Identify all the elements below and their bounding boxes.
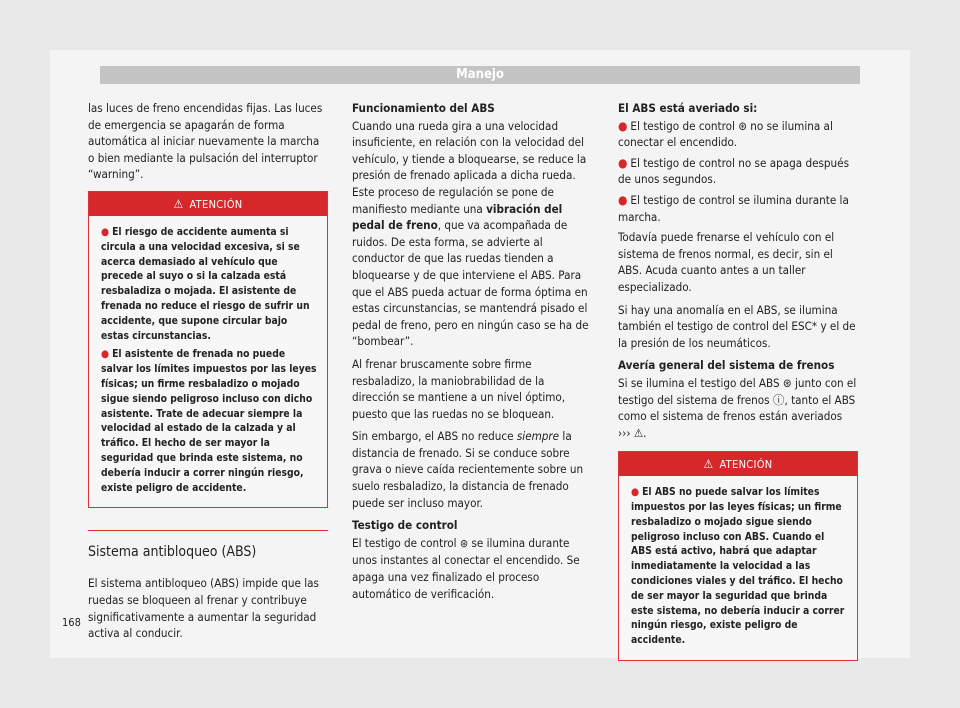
bullet-icon: ● [618,192,628,207]
warning-box [88,191,328,508]
paragraph: Todavía puede frenarse el vehículo con el sistema de frenos normal, es decir, sin el ABS. Acuda cuanto antes a un taller especializado. [618,230,835,294]
intro-paragraph: las luces de freno encendidas fijas. Las luces de emergencia se apagarán de forma automática al iniciar nuevamente la marcha o bien mediante la pulsación del interruptor “warning”. [88,101,323,182]
column-3 [618,100,858,661]
subheading: Funcionamiento del ABS [352,101,495,115]
paragraph: Si se ilumina el testigo del ABS ⊛ junto con el testigo del sistema de frenos ⓘ, tanto el ABS como el sistema de frenos están averiados ››› ⚠. [618,375,857,440]
section-title: Sistema antibloqueo (ABS) [88,530,328,561]
warning-body [619,476,857,660]
bullet-icon: ● [631,486,640,499]
page-header: Manejo [100,66,860,84]
bullet-icon: ● [618,118,628,133]
manual-page [50,50,910,658]
warning-header [619,452,857,476]
warning-label: ATENCIÓN [189,197,243,211]
paragraph: Si hay una anomalía en el ABS, se ilumina también el testigo de control del ESC* y el de la presión de los neumáticos. [618,302,856,350]
bullet-icon: ● [618,155,628,170]
page-number: 168 [62,616,81,629]
column-2 [352,100,592,608]
list-item: ● El testigo de control se ilumina durante la marcha. [618,192,849,224]
subheading: Testigo de control [352,518,458,533]
bullet-icon: ● [101,225,110,238]
paragraph: Sin embargo, el ABS no reduce siempre la distancia de frenado. Si se conduce sobre grava o nieve caída recientemente sobre un suelo resbaladizo, la distancia de frenado puede ser incluso mayor. [352,429,584,510]
column-1 [88,100,328,648]
warning-item: ● El riesgo de accidente aumenta si circula a una velocidad excesiva, si se acerca demasiado al vehículo que precede al suyo o si la calzada está resbaladiza o mojada. El asistente de frenada no reduce el riesgo de sufrir un accidente, que supone circular bajo estas circunstancias. [101,225,310,342]
section-paragraph: El sistema antibloqueo (ABS) impide que las ruedas se bloqueen al frenar y contribuye significativamente a aumentar la seguridad activa al conducir. [88,576,319,641]
bullet-icon: ● [101,348,110,361]
warning-triangle-icon: ⚠ [173,196,184,211]
paragraph: Cuando una rueda gira a una velocidad insuficiente, en relación con la velocidad del vehículo, y tiende a bloquearse, se reduce la presión de frenado aplicada a dicha rueda. Este proceso de regulación se pone de manifiesto mediante una vibración del pedal de freno, que va acompañada de ruidos. De esta forma, se advierte al conductor de que las ruedas tienden a bloquearse y de que interviene el ABS. Para que el ABS pueda actuar de forma óptima en estas circunstancias, se mantendrá pisado el pedal de freno, pero en ningún caso se ha de “bombear”. [352,118,589,349]
warning-item: ● El ABS no puede salvar los límites impuestos por las leyes físicas; un firme resbaladizo o mojado sigue siendo peligroso incluso con ABS. Cuando el ABS está activo, habrá que adaptar inmediatamente la velocidad a las condiciones viales y del tráfico. El hecho de ser mayor la seguridad que brinda este sistema, no debería inducir a correr ningún riesgo, existe peligro de accidente. [631,486,845,647]
warning-body [89,216,327,507]
paragraph: El testigo de control ⊛ se ilumina durante unos instantes al conectar el encendido. Se apaga una vez finalizado el proceso automático de verificación. [352,535,580,601]
warning-box [618,451,858,661]
subheading: El ABS está averiado si: [618,101,758,115]
abs-warning-icon: ⊛ [459,536,469,550]
warning-header [89,192,327,216]
paragraph: Al frenar bruscamente sobre firme resbaladizo, la maniobrabilidad de la dirección se mantiene a un nivel óptimo, puesto que las ruedas no se bloquean. [352,356,566,421]
subheading: Avería general del sistema de frenos [618,358,835,373]
warning-triangle-icon: ⚠ [703,457,714,472]
warning-item: ● El asistente de frenada no puede salvar los límites impuestos por las leyes físicas; un firme resbaladizo o mojado sigue siendo peligroso incluso con dicho asistente. Trate de adecuar siempre la velocidad al estado de la calzada y al tráfico. El hecho de ser mayor la seguridad que brinda este sistema, no debería inducir a correr ningún riesgo, existe peligro de accidente. [101,348,317,494]
warning-label: ATENCIÓN [719,458,773,472]
list-item: ● El testigo de control ⊛ no se ilumina al conectar el encendido. [618,118,833,150]
list-item: ● El testigo de control no se apaga después de unos segundos. [618,155,850,187]
